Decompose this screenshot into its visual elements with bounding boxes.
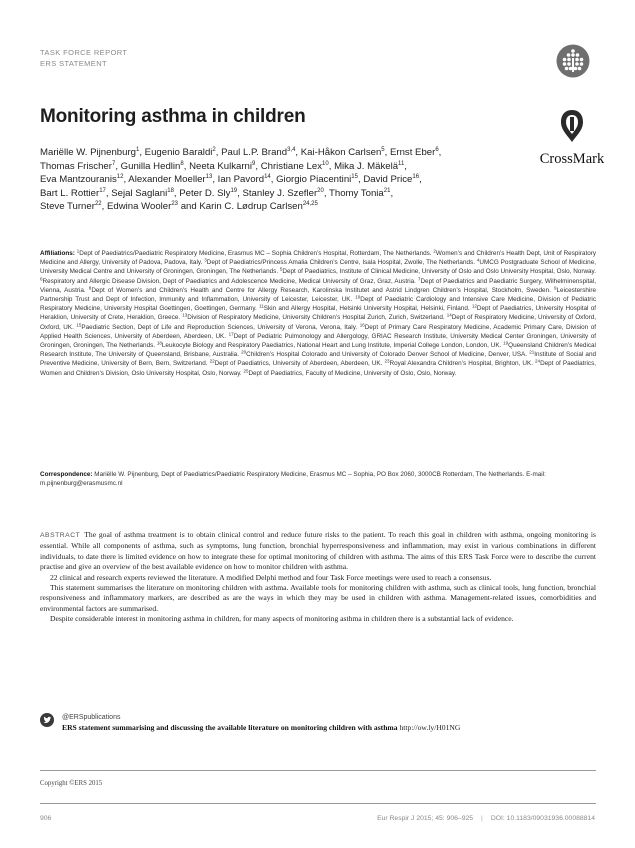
author-affiliation-ref: 16 <box>412 174 420 180</box>
author-affiliation-ref: 5 <box>381 147 385 153</box>
author-name: Giorgio Piacentini <box>276 174 352 185</box>
author-name: Peter D. Sly <box>179 187 231 199</box>
affiliation-item: Dept of Paediatric Cardiology and Intensive Care Medicine, Division of Pediatric Respiratory Medicine, University Hospital Goettingen, Goettingen, Germany. <box>40 296 596 313</box>
affiliation-item: Royal Alexandra Children’s Hospital, Brighton, UK. <box>389 360 533 368</box>
author-affiliation-ref: 20 <box>317 187 324 194</box>
affiliation-number: 19 <box>503 340 509 346</box>
correspondence-text: Mariëlle W. Pijnenburg, Dept of Paediatrics/Paediatric Respiratory Medicine, Erasmus MC – Sophia, PO Box 2060, 3000CB Rotterdam, The Netherlands. E-mail: m.pijnenburg@erasmusmc.nl <box>40 471 546 488</box>
author-affiliation-ref: 24,25 <box>302 201 318 207</box>
crossmark-badge[interactable] <box>530 108 614 168</box>
author-name: Karin C. Lødrup Carlsen <box>199 201 303 212</box>
affiliation-item: Queensland Children’s Medical Research Institute, The University of Queensland, Brisbane, Australia. <box>40 342 596 359</box>
affiliation-item: Dept of Respiratory Medicine, University of Oxford, Oxford, UK. <box>40 314 597 331</box>
author <box>145 147 216 158</box>
author-affiliation-ref: 1 <box>135 147 140 153</box>
doi[interactable]: DOI: 10.1183/09031936.00088814 <box>490 815 595 822</box>
affiliation-item: Women’s and Children’s Health Dept, Unit of Respiratory Medicine and Allergy, University of Padova, Padova, Italy. <box>40 250 597 267</box>
divider <box>40 770 596 771</box>
author-name: Christiane Lex <box>260 160 323 172</box>
author-affiliation-ref: 10 <box>322 160 329 167</box>
affiliation-item: Dept of Paediatrics, University of Aberdeen, Aberdeen, UK. <box>214 360 383 368</box>
author-name: Ian Pavord <box>217 174 265 185</box>
footer-citation <box>377 815 595 822</box>
affiliation-item: Dept of Paediatrics and Paediatric Surgery, Wilhelminenspital, Vienna, Austria. <box>40 277 596 294</box>
affiliations-text <box>40 250 596 377</box>
affiliation-item: Dept of Paediatrics, University Hospital of Heraklion, University of Crete, Heraklion, Greece. <box>40 305 597 322</box>
affiliation-item: Dept of Paediatrics/Princess Amalia Children’s Centre, Isala Hospital, Zwolle, The Netherlands. <box>206 259 475 267</box>
author-name: Eva Mantzouranis <box>40 174 117 185</box>
page-number: 906 <box>40 815 52 822</box>
author-affiliation-ref: 14 <box>264 174 271 180</box>
author <box>199 201 317 212</box>
author-name: Edwina Wooler <box>106 201 172 212</box>
author-name: David Price <box>363 174 413 185</box>
affiliation-number: 23 <box>384 358 390 364</box>
author-affiliation-ref: 13 <box>205 174 213 180</box>
page-title: Monitoring asthma in children <box>40 106 306 127</box>
journal-citation: Eur Respir J 2015; 45: 906–925 <box>377 815 474 822</box>
affiliation-number: 20 <box>241 349 247 355</box>
affiliation-number: 22 <box>209 358 215 364</box>
affiliation-item: Institute of Social and Preventive Medicine, University of Bern, Bern, Switzerland. <box>40 351 597 368</box>
footer-divider <box>40 803 596 804</box>
affiliation-item: Paediatric Section, Dept of Life and Reproduction Sciences, University of Verona, Verona, Italy. <box>81 323 358 331</box>
author-affiliation-ref: 23 <box>171 201 179 207</box>
abstract-paragraph: This statement summarises the literature on monitoring children with asthma. Available tools for monitoring children with asthma, such as clinical tools, lung function, bronchial responsiveness and inflammatory markers, are described as are the ways in which they may be used in children with asthma. Management-related issues, comorbidities and environmental factors are summarised. <box>40 583 596 613</box>
affiliation-number: 21 <box>529 349 535 355</box>
affiliation-item: Dept of Women’s and Children’s Health and Centre for Allergy Research, Karolinska Institutet and Astrid Lindgren Children’s Hospital, Stockholm, Sweden. <box>91 286 551 294</box>
crossmark-label: CrossMark <box>539 151 605 167</box>
author-name: Sejal Saglani <box>111 187 168 199</box>
author <box>128 174 212 185</box>
copyright: Copyright ©ERS 2015 <box>40 780 103 787</box>
crossmark-icon <box>559 108 585 144</box>
author <box>218 174 271 185</box>
author-name: Paul L.P. Brand <box>221 147 288 158</box>
affiliation-number: 8 <box>88 285 92 291</box>
affiliations-label: Affiliations: <box>40 250 75 257</box>
affiliation-number: 1 <box>76 248 80 254</box>
author-list: Mariëlle W. Pijnenburg$^1$, Eugenio Baraldi$^2$, Paul L.P. Brand$^{3,4}$, Kai-Håkon Carlsen$^5$, Ernst Eber$^6$, Thomas Frischer$^7$, Gunilla Hedlin$^8$, Neeta Kulkarni$^9$, Christiane Lex$^{10}$, Mika J. Mäkelä$^{11}$, Eva Mantzouranis$^{12}$, Alexander Moeller$^{13}$, Ian Pavord$^{14}$, Giorgio Piacentini$^{15}$, David Price$^{16}$, Bart L. Rottier$^{17}$, Sejal Saglani$^{18}$, Peter D. Sly$^{19}$, Stanley J. Szefler$^{20}$, Thomy Tonia$^{21}$, Steve Turner$^{22}$, Edwina Wooler$^{23}$ and Karin C. Lødrup Carlsen$^{24,25}$ <box>40 147 442 212</box>
affiliation-number: 25 <box>243 368 249 374</box>
statement-type: ERS STATEMENT <box>40 59 108 68</box>
footer-separator: | <box>481 815 483 822</box>
author-affiliation-ref: 2 <box>212 147 216 153</box>
author-name: Eugenio Baraldi <box>144 147 213 158</box>
affiliation-item: Division of Respiratory Medicine, University Children’s Hospital Zurich, Zurich, Switzerland. <box>187 314 445 322</box>
author <box>261 161 329 172</box>
report-type: TASK FORCE REPORT <box>40 48 128 57</box>
author <box>363 174 419 185</box>
author <box>189 161 255 172</box>
author-affiliation-ref: 9 <box>252 160 256 167</box>
author-name: Thomas Frischer <box>40 160 112 172</box>
affiliation-number: 10 <box>355 294 361 300</box>
affiliation-number: 12 <box>471 303 477 309</box>
author-name: Neeta Kulkarni <box>189 160 253 172</box>
affiliation-item: Leukocyte Biology and Respiratory Paediatrics, National Heart and Lung Institute, Imperial College London, London, UK. <box>161 342 502 350</box>
abstract-paragraph: 22 clinical and research experts reviewed the literature. A modified Delphi method and four Task Force meetings were used to reach a consensus. <box>50 572 492 582</box>
author-affiliation-ref: 19 <box>230 187 238 194</box>
author <box>242 188 323 199</box>
abstract <box>40 530 596 625</box>
ers-logo-icon <box>556 44 590 78</box>
author <box>276 174 358 185</box>
author-name: Steve Turner <box>40 201 95 212</box>
tweet-summary <box>62 713 582 734</box>
author-name: Bart L. Rottier <box>40 187 100 199</box>
affiliation-number: 4 <box>476 257 480 263</box>
author <box>40 161 115 172</box>
affiliation-item: Skin and Allergy Hospital, Helsinki University Hospital, Helsinki, Finland. <box>263 305 470 313</box>
affiliation-item: Respiratory and Allergic Disease Division, Dept of Paediatrics and Adolescence Medicine, Medical University of Graz, Graz, Austria. <box>42 277 416 285</box>
author-affiliation-ref: 7 <box>111 160 116 167</box>
author-affiliation-ref: 15 <box>351 174 358 180</box>
tweet-text: ERS statement summarising and discussing the available literature on monitoring children with asthma <box>62 723 398 733</box>
affiliation-number: 13 <box>182 312 188 318</box>
tweet-link[interactable]: http://ow.ly/H01NG <box>399 723 461 733</box>
author <box>111 188 174 199</box>
author <box>40 188 106 199</box>
author <box>107 201 178 212</box>
affiliation-number: 7 <box>417 276 421 282</box>
affiliation-number: 15 <box>76 322 82 328</box>
author-affiliation-ref: 6 <box>435 147 439 153</box>
affiliation-number: 3 <box>204 257 207 263</box>
author-name: Alexander Moeller <box>128 174 206 185</box>
author <box>301 147 385 158</box>
affiliation-number: 11 <box>259 303 264 309</box>
affiliation-number: 5 <box>279 266 283 272</box>
twitter-handle[interactable]: @ERSpublications <box>62 714 121 721</box>
report-header <box>40 47 127 69</box>
affiliation-number: 6 <box>40 276 43 282</box>
author <box>40 201 102 212</box>
affiliation-item: Children’s Hospital Colorado and University of Colorado Denver School of Medicine, Denver, USA. <box>246 351 528 359</box>
author-affiliation-ref: 12 <box>116 174 124 180</box>
abstract-paragraph: ABSTRACT The goal of asthma treatment is to obtain clinical control and reduce future risks to the patient. To reach this goal in children with asthma, ongoing monitoring is essential. While all components of asthma, such as symptoms, lung function, bronchial hyperresponsiveness and inflammation, may exist in various combinations in different individuals, to date there is limited evidence on how to integrate these for optimal monitoring of children with asthma. The aims of this ERS Task Force were to describe the current practise and give an overview of the best available evidence on how to monitor children with asthma. <box>40 530 596 572</box>
author-name: Mika J. Mäkelä <box>334 160 399 172</box>
affiliation-item: Dept of Paediatrics/Paediatric Respiratory Medicine, Erasmus MC – Sophia Children’s Hospital, Rotterdam, The Netherlands. <box>79 250 432 257</box>
affiliation-item: UMCG Postgraduate School of Medicine, University Medical Centre and University of Groningen, Groningen, The Netherlands. <box>40 259 596 276</box>
author <box>221 147 295 158</box>
author <box>40 174 123 185</box>
affiliation-item: Dept of Pediatric Pulmonology and Allergology, GRIAC Research Institute, University Medical Center Groningen, University of Groningen, Groningen, The Netherlands. <box>40 332 596 350</box>
correspondence-label: Correspondence: <box>40 471 93 478</box>
author-name: Thomy Tonia <box>329 187 384 199</box>
author-affiliation-ref: 11 <box>398 160 405 167</box>
affiliation-item: Dept of Primary Care Respiratory Medicine, Academic Primary Care, Division of Applied Health Sciences, University of Aberdeen, Aberdeen, UK. <box>40 323 597 340</box>
affiliation-number: 16 <box>359 322 365 328</box>
author-name: Mariëlle W. Pijnenburg <box>40 147 136 158</box>
author-conjunction: and <box>180 201 200 212</box>
affiliation-item: Dept of Paediatrics, Institute of Clinical Medicine, University of Oslo and Oslo University Hospital, Oslo, Norway. <box>282 268 597 276</box>
author-name: Ernst Eber <box>389 147 436 158</box>
abstract-paragraph: Despite considerable interest in monitoring asthma in children, for many aspects of monitoring asthma in children there is a substantial lack of evidence. <box>50 614 514 624</box>
correspondence <box>40 470 596 488</box>
author <box>329 188 390 199</box>
author-affiliation-ref: 18 <box>167 187 174 194</box>
author <box>179 188 237 199</box>
author <box>390 147 439 158</box>
author-affiliation-ref: 22 <box>94 201 102 207</box>
author-affiliation-ref: 3,4 <box>287 147 296 153</box>
author-name: Kai-Håkon Carlsen <box>300 147 382 158</box>
affiliation-number: 2 <box>433 248 436 254</box>
author-affiliation-ref: 8 <box>180 160 184 167</box>
author <box>121 161 184 172</box>
affiliation-number: 24 <box>535 358 541 364</box>
affiliation-item: Dept of Paediatrics, Women and Children’s Division, Oslo University Hospital, Oslo, Norway. <box>40 360 597 377</box>
abstract-label: ABSTRACT <box>40 532 81 539</box>
twitter-bird-icon <box>40 713 54 727</box>
author-name: Stanley J. Szefler <box>242 187 318 199</box>
affiliation-number: 17 <box>228 331 234 337</box>
affiliation-number: 9 <box>554 285 557 291</box>
affiliation-item: Leicestershire Partnership Trust and Dept of Infection, Immunity and Inflammation, University of Leicester, Leicester, UK. <box>40 286 597 304</box>
author <box>40 147 139 158</box>
affiliation-number: 18 <box>156 340 162 346</box>
author-name: Gunilla Hedlin <box>120 160 181 172</box>
affiliation-item: Dept of Paediatrics, Faculty of Medicine, University of Oslo, Oslo, Norway. <box>248 369 457 377</box>
author-affiliation-ref: 21 <box>383 187 391 194</box>
affiliations <box>40 249 596 378</box>
affiliation-number: 14 <box>446 312 452 318</box>
author-affiliation-ref: 17 <box>99 187 106 194</box>
author <box>334 161 404 172</box>
